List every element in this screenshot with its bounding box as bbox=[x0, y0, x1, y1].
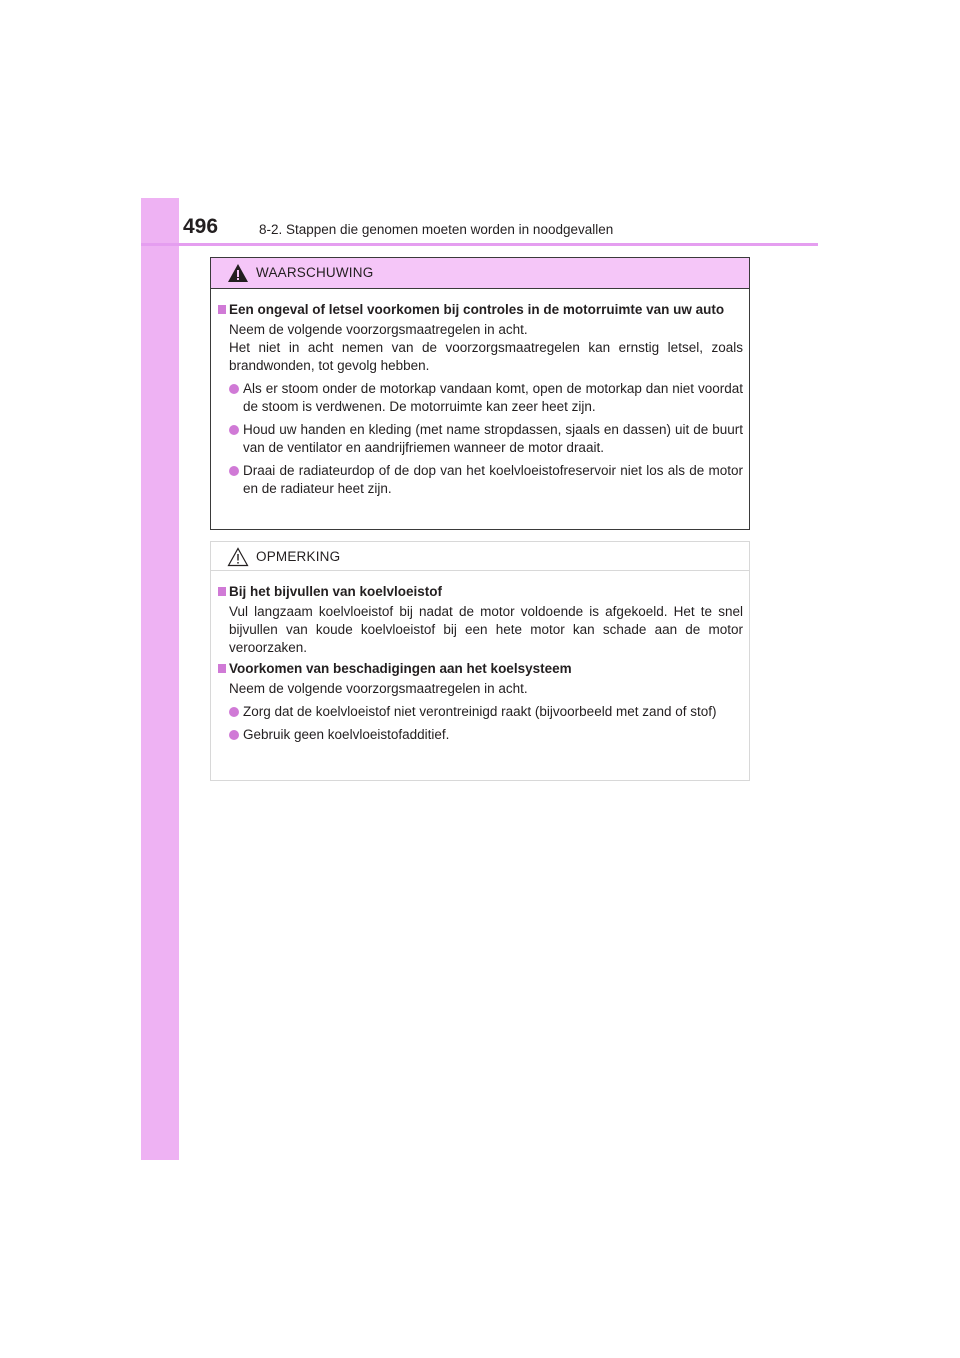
dot-bullet-icon bbox=[229, 425, 239, 435]
note-bullet-text: Gebruik geen koelvloeistofadditief. bbox=[243, 727, 450, 742]
note-header bbox=[211, 542, 749, 571]
note-paragraph: Neem de volgende voorzorgsmaatregelen in acht. bbox=[229, 681, 528, 696]
note-title: OPMERKING bbox=[256, 549, 341, 564]
note-bullet-text: Zorg dat de koelvloeistof niet verontreinigd raakt (bijvoorbeeld met zand of stof) bbox=[243, 704, 717, 719]
note-paragraph: Vul langzaam koelvloeistof bij nadat de motor voldoende is afgekoeld. Het te snel bijvullen van koude koelvloeistof bij een hete motor kan schade aan de motor veroorzaken. bbox=[229, 604, 743, 655]
warning-intro-line1: Neem de volgende voorzorgsmaatregelen in acht. bbox=[229, 322, 528, 337]
note-heading-text: Voorkomen van beschadigingen aan het koelsysteem bbox=[229, 661, 572, 676]
warning-heading-text: Een ongeval of letsel voorkomen bij controles in de motorruimte van uw auto bbox=[229, 302, 725, 317]
warning-bullet-text: Houd uw handen en kleding (met name stropdassen, sjaals en dassen) uit de buurt van de ventilator en aandrijfriemen wanneer de motor draait. bbox=[243, 422, 743, 455]
note-content bbox=[211, 571, 749, 744]
warning-bullet bbox=[218, 421, 743, 457]
dot-bullet-icon bbox=[229, 730, 239, 740]
warning-bullet bbox=[218, 462, 743, 498]
warning-bullet-text: Draai de radiateurdop of de dop van het koelvloeistofreservoir niet los als de motor en de radiateur heet zijn. bbox=[243, 463, 743, 496]
square-bullet-icon bbox=[218, 305, 226, 314]
dot-bullet-icon bbox=[229, 384, 239, 394]
warning-box bbox=[210, 257, 750, 530]
page-number: 496 bbox=[183, 215, 219, 238]
square-bullet-icon bbox=[218, 664, 226, 673]
note-bullet bbox=[218, 726, 743, 744]
warning-triangle-outline-icon bbox=[227, 547, 249, 567]
note-heading bbox=[218, 660, 743, 678]
warning-header bbox=[211, 258, 749, 289]
warning-content bbox=[211, 289, 749, 498]
square-bullet-icon bbox=[218, 587, 226, 596]
note-box bbox=[210, 541, 750, 781]
warning-bullet bbox=[218, 380, 743, 416]
warning-title: WAARSCHUWING bbox=[256, 265, 374, 280]
warning-bullet-text: Als er stoom onder de motorkap vandaan komt, open de motorkap dan niet voordat de stoom is verdwenen. De motorruimte kan zeer heet zijn. bbox=[243, 381, 743, 414]
note-heading bbox=[218, 583, 743, 601]
section-title: 8-2. Stappen die genomen moeten worden in noodgevallen bbox=[259, 222, 614, 237]
warning-triangle-filled-icon bbox=[227, 263, 249, 283]
chapter-tab-bar bbox=[141, 198, 179, 1160]
warning-heading bbox=[218, 301, 743, 319]
dot-bullet-icon bbox=[229, 707, 239, 717]
note-heading-text: Bij het bijvullen van koelvloeistof bbox=[229, 584, 443, 599]
dot-bullet-icon bbox=[229, 466, 239, 476]
warning-intro-line2: Het niet in acht nemen van de voorzorgsmaatregelen kan ernstig letsel, zoals brandwonden, tot gevolg hebben. bbox=[229, 340, 743, 373]
note-bullet bbox=[218, 703, 743, 721]
header-divider bbox=[141, 243, 818, 246]
